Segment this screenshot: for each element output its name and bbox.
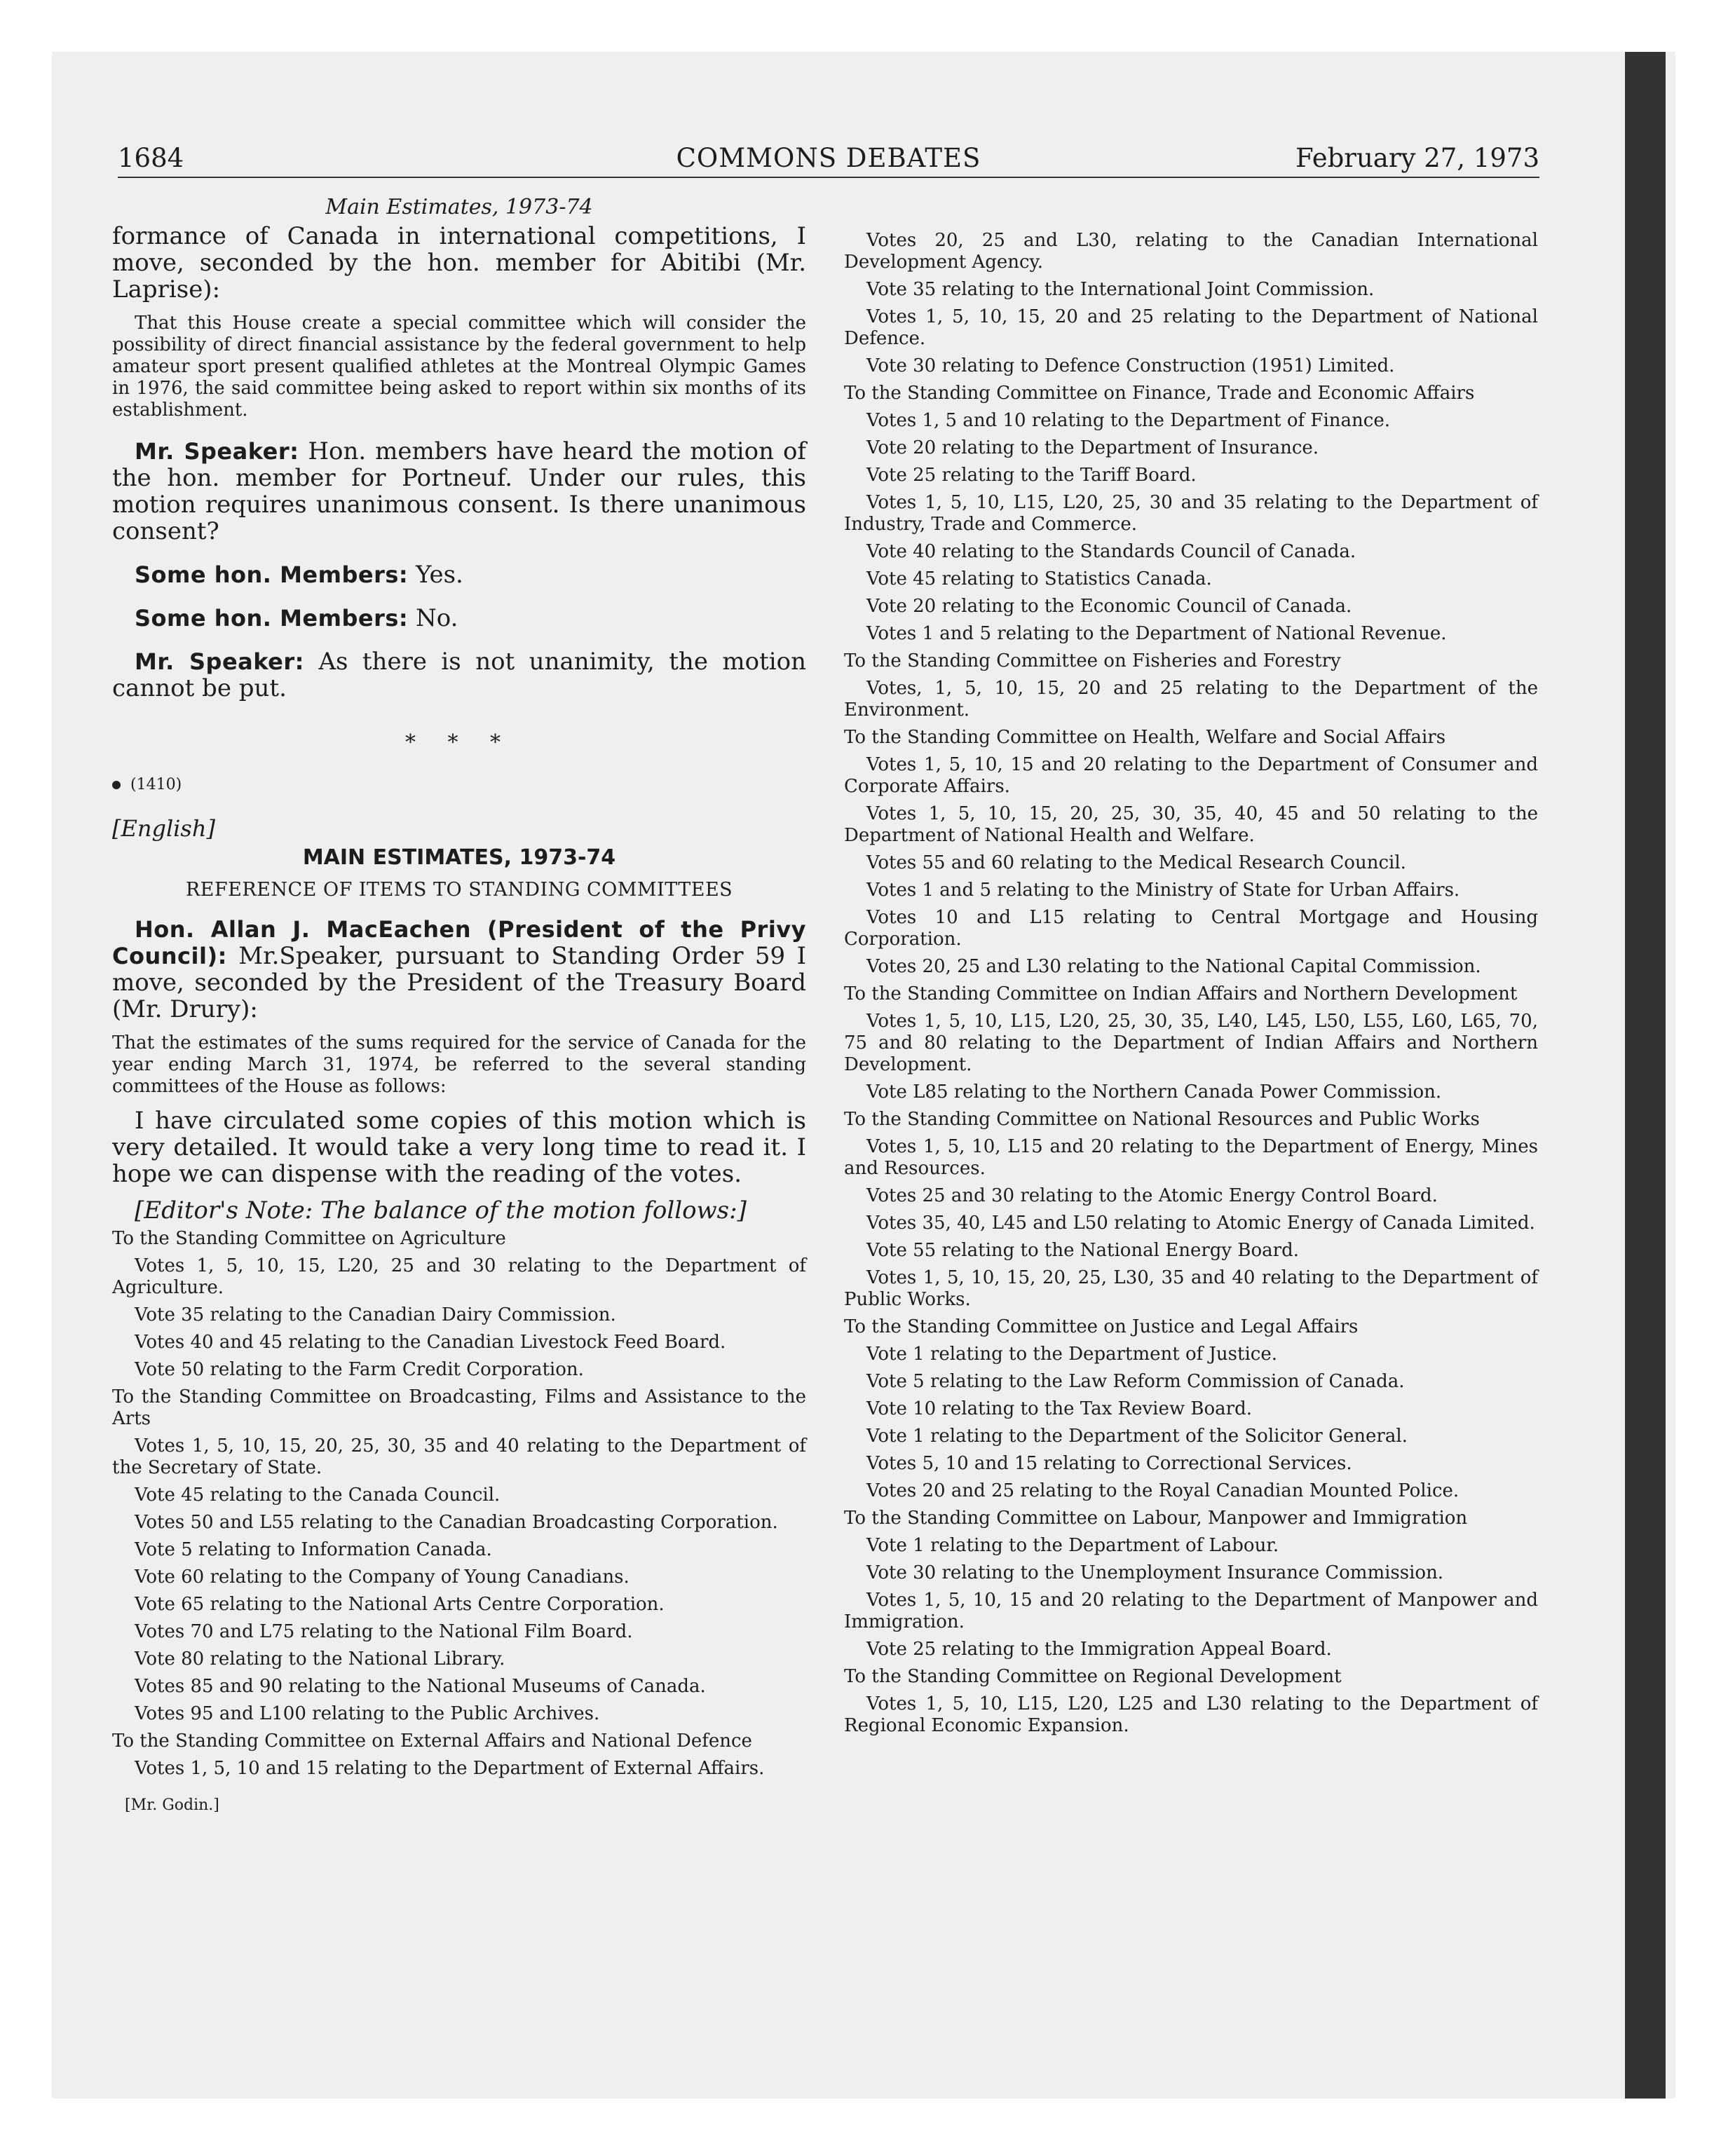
list-item: Votes 5, 10 and 15 relating to Correctional Services. bbox=[866, 1453, 1352, 1474]
members-text: Yes. bbox=[416, 561, 463, 589]
list-item: Vote 45 relating to the Canada Council. bbox=[135, 1485, 501, 1506]
list-item: Votes 1, 5, 10 and 15 relating to the Department of External Affairs. bbox=[135, 1758, 765, 1779]
page-header bbox=[118, 140, 1539, 178]
members-name: Some hon. Members: bbox=[135, 605, 409, 632]
list-item: Vote 20 relating to the Department of Insurance. bbox=[866, 437, 1319, 458]
list-item: To the Standing Committee on Justice and Legal Affairs bbox=[844, 1316, 1359, 1337]
section-subtitle: REFERENCE OF ITEMS TO STANDING COMMITTEES bbox=[185, 879, 733, 901]
intro-paragraph: formance of Canada in international competitions, I move, seconded by the hon. member for Abitibi (Mr. Laprise): bbox=[112, 222, 806, 303]
list-item: To the Standing Committee on Labour, Manpower and Immigration bbox=[844, 1508, 1468, 1529]
members-reply-1 bbox=[112, 561, 806, 588]
list-item: Votes 50 and L55 relating to the Canadian Broadcasting Corporation. bbox=[135, 1512, 778, 1533]
list-item: Votes 85 and 90 relating to the National Museums of Canada. bbox=[135, 1676, 706, 1697]
list-item: Vote 5 relating to the Law Reform Commission of Canada. bbox=[866, 1371, 1405, 1392]
time-marker-text: (1410) bbox=[130, 776, 182, 793]
list-item: Votes 40 and 45 relating to the Canadian Livestock Feed Board. bbox=[135, 1332, 726, 1353]
members-name: Some hon. Members: bbox=[135, 561, 409, 588]
publication-title: COMMONS DEBATES bbox=[676, 143, 981, 173]
list-item: To the Standing Committee on Finance, Trade and Economic Affairs bbox=[844, 383, 1475, 404]
left-column bbox=[112, 195, 806, 1816]
left-votes-list bbox=[112, 1228, 806, 1780]
list-item: To the Standing Committee on Indian Affairs and Northern Development bbox=[844, 983, 1518, 1004]
scan-edge-bar bbox=[1625, 52, 1666, 2099]
list-item: Vote 35 relating to the Canadian Dairy Commission. bbox=[135, 1304, 616, 1325]
list-item: Vote 65 relating to the National Arts Centre Corporation. bbox=[135, 1594, 665, 1615]
language-tag: [English] bbox=[112, 815, 215, 842]
list-item: Votes 20, 25 and L30, relating to the Canadian International Development Agency. bbox=[844, 230, 1538, 273]
list-item: Votes 1, 5, 10, L15, L20, 25, 30 and 35 relating to the Department of Industry, Trade and Commerce. bbox=[844, 492, 1538, 535]
list-item: Vote 35 relating to the International Joint Commission. bbox=[866, 279, 1375, 300]
members-text: No. bbox=[416, 604, 458, 632]
list-item: Votes 1, 5, 10, 15, 20, 25, 30, 35, 40, 45 and 50 relating to the Department of National Health and Welfare. bbox=[844, 803, 1538, 846]
list-item: Votes 20 and 25 relating to the Royal Canadian Mounted Police. bbox=[866, 1480, 1460, 1501]
list-item: Votes 1, 5, 10, 15 and 20 relating to the Department of Manpower and Immigration. bbox=[844, 1590, 1538, 1632]
speaker-footer-tag: [Mr. Godin.] bbox=[125, 1796, 219, 1814]
speaker-name: Mr. Speaker: bbox=[135, 438, 299, 465]
list-item: Vote 80 relating to the National Library. bbox=[135, 1649, 505, 1670]
bullet-icon bbox=[112, 781, 121, 789]
list-item: Votes, 1, 5, 10, 15, 20 and 25 relating to the Department of the Environment. bbox=[844, 678, 1538, 721]
list-item: Vote 45 relating to Statistics Canada. bbox=[866, 568, 1212, 589]
list-item: Vote L85 relating to the Northern Canada Power Commission. bbox=[866, 1082, 1442, 1103]
list-item: To the Standing Committee on Broadcasting, Films and Assistance to the Arts bbox=[112, 1386, 806, 1429]
list-item: Votes 20, 25 and L30 relating to the National Capital Commission. bbox=[866, 956, 1481, 977]
list-item: Vote 20 relating to the Economic Council of Canada. bbox=[866, 596, 1352, 617]
section-separator: * * * bbox=[404, 730, 514, 755]
members-reply-2 bbox=[112, 605, 806, 632]
section-title: MAIN ESTIMATES, 1973-74 bbox=[302, 845, 616, 870]
list-item: Votes 1, 5, 10, 15, 20, 25, 30, 35 and 40 relating to the Department of the Secretary of State. bbox=[112, 1435, 806, 1478]
speaker-statement-2 bbox=[112, 648, 806, 702]
list-item: Votes 1, 5 and 10 relating to the Department of Finance. bbox=[866, 410, 1390, 431]
list-item: Vote 25 relating to the Immigration Appeal Board. bbox=[866, 1639, 1332, 1660]
list-item: Votes 1, 5, 10, L15 and 20 relating to the Department of Energy, Mines and Resources. bbox=[844, 1136, 1538, 1179]
list-item: Votes 1 and 5 relating to the Ministry of State for Urban Affairs. bbox=[866, 880, 1460, 901]
circulated-paragraph: I have circulated some copies of this motion which is very detailed. It would take a very long time to read it. I hope we can dispense with the reading of the votes. bbox=[112, 1107, 806, 1188]
maceachen-name: Hon. Allan J. MacEachen (President of the Privy Council): bbox=[112, 916, 806, 969]
speaker-text: As there is not unanimity, the motion cannot be put. bbox=[112, 648, 807, 702]
motion-quote: That this House create a special committee which will consider the possibility of direct financial assistance by the federal government to help amateur sport present qualified athletes at the Montreal Olympic Games in 1976, the said committee being asked to report within six months of its establishment. bbox=[112, 313, 806, 421]
list-item: To the Standing Committee on Fisheries and Forestry bbox=[844, 650, 1341, 671]
editor-note: [Editor's Note: The balance of the motion follows:] bbox=[135, 1196, 747, 1224]
list-item: Vote 40 relating to the Standards Council of Canada. bbox=[866, 541, 1356, 562]
list-item: To the Standing Committee on National Resources and Public Works bbox=[844, 1109, 1480, 1130]
right-votes-list bbox=[844, 230, 1538, 1737]
list-item: To the Standing Committee on External Affairs and National Defence bbox=[112, 1731, 752, 1752]
estimates-quote: That the estimates of the sums required for the service of Canada for the year ending March 31, 1974, be referred to the several standing committees of the House as follows: bbox=[112, 1032, 806, 1097]
right-column bbox=[844, 195, 1538, 1742]
list-item: Vote 10 relating to the Tax Review Board. bbox=[866, 1398, 1252, 1419]
list-item: Votes 25 and 30 relating to the Atomic Energy Control Board. bbox=[866, 1185, 1438, 1206]
time-marker bbox=[112, 775, 806, 796]
list-item: Votes 10 and L15 relating to Central Mortgage and Housing Corporation. bbox=[844, 907, 1538, 950]
list-item: Votes 1, 5, 10, L15, L20, L25 and L30 relating to the Department of Regional Economic Expansion. bbox=[844, 1693, 1538, 1736]
list-item: Votes 70 and L75 relating to the National Film Board. bbox=[135, 1621, 633, 1642]
speaker-name: Mr. Speaker: bbox=[135, 648, 304, 675]
list-item: Votes 1, 5, 10, 15, 20, 25, L30, 35 and 40 relating to the Department of Public Works. bbox=[844, 1267, 1538, 1310]
list-item: Votes 1, 5, 10, L15, L20, 25, 30, 35, L40, L45, L50, L55, L60, L65, 70, 75 and 80 relating to the Department of Indian Affairs and Northern Development. bbox=[844, 1011, 1538, 1075]
list-item: Votes 35, 40, L45 and L50 relating to Atomic Energy of Canada Limited. bbox=[866, 1213, 1535, 1234]
list-item: Votes 55 and 60 relating to the Medical Research Council. bbox=[866, 852, 1406, 873]
list-item: Vote 60 relating to the Company of Young Canadians. bbox=[135, 1567, 630, 1588]
page-number: 1684 bbox=[118, 143, 184, 173]
maceachen-text: Mr.Speaker, pursuant to Standing Order 59 I move, seconded by the President of the Treasury Board (Mr. Drury): bbox=[112, 942, 807, 1023]
list-item: Vote 5 relating to Information Canada. bbox=[135, 1539, 492, 1560]
list-item: Vote 30 relating to the Unemployment Insurance Commission. bbox=[866, 1562, 1444, 1583]
speaker-text: Hon. members have heard the motion of the hon. member for Portneuf. Under our rules, this motion requires unanimous consent. Is there unanimous consent? bbox=[112, 437, 807, 545]
speaker-statement-1 bbox=[112, 438, 806, 545]
list-item: To the Standing Committee on Regional Development bbox=[844, 1666, 1342, 1687]
running-head: Main Estimates, 1973-74 bbox=[325, 195, 593, 219]
list-item: Votes 1, 5, 10, 15 and 20 relating to the Department of Consumer and Corporate Affairs. bbox=[844, 754, 1538, 797]
list-item: Vote 25 relating to the Tariff Board. bbox=[866, 465, 1197, 486]
list-item: Vote 55 relating to the National Energy Board. bbox=[866, 1240, 1299, 1261]
list-item: Vote 50 relating to the Farm Credit Corporation. bbox=[135, 1359, 584, 1380]
maceachen-statement bbox=[112, 916, 806, 1023]
list-item: Vote 1 relating to the Department of Labour. bbox=[866, 1535, 1279, 1556]
list-item: Vote 1 relating to the Department of the Solicitor General. bbox=[866, 1426, 1408, 1447]
list-item: Votes 1, 5, 10, 15, 20 and 25 relating to the Department of National Defence. bbox=[844, 306, 1538, 349]
list-item: Vote 30 relating to Defence Construction (1951) Limited. bbox=[866, 355, 1395, 376]
list-item: Votes 1, 5, 10, 15, L20, 25 and 30 relating to the Department of Agriculture. bbox=[112, 1255, 806, 1298]
page-date: February 27, 1973 bbox=[1295, 143, 1539, 173]
list-item: Votes 1 and 5 relating to the Department of National Revenue. bbox=[866, 623, 1447, 644]
list-item: To the Standing Committee on Agriculture bbox=[112, 1228, 506, 1249]
list-item: Votes 95 and L100 relating to the Public Archives. bbox=[135, 1703, 600, 1724]
list-item: Vote 1 relating to the Department of Justice. bbox=[866, 1344, 1277, 1365]
list-item: To the Standing Committee on Health, Welfare and Social Affairs bbox=[844, 727, 1446, 748]
